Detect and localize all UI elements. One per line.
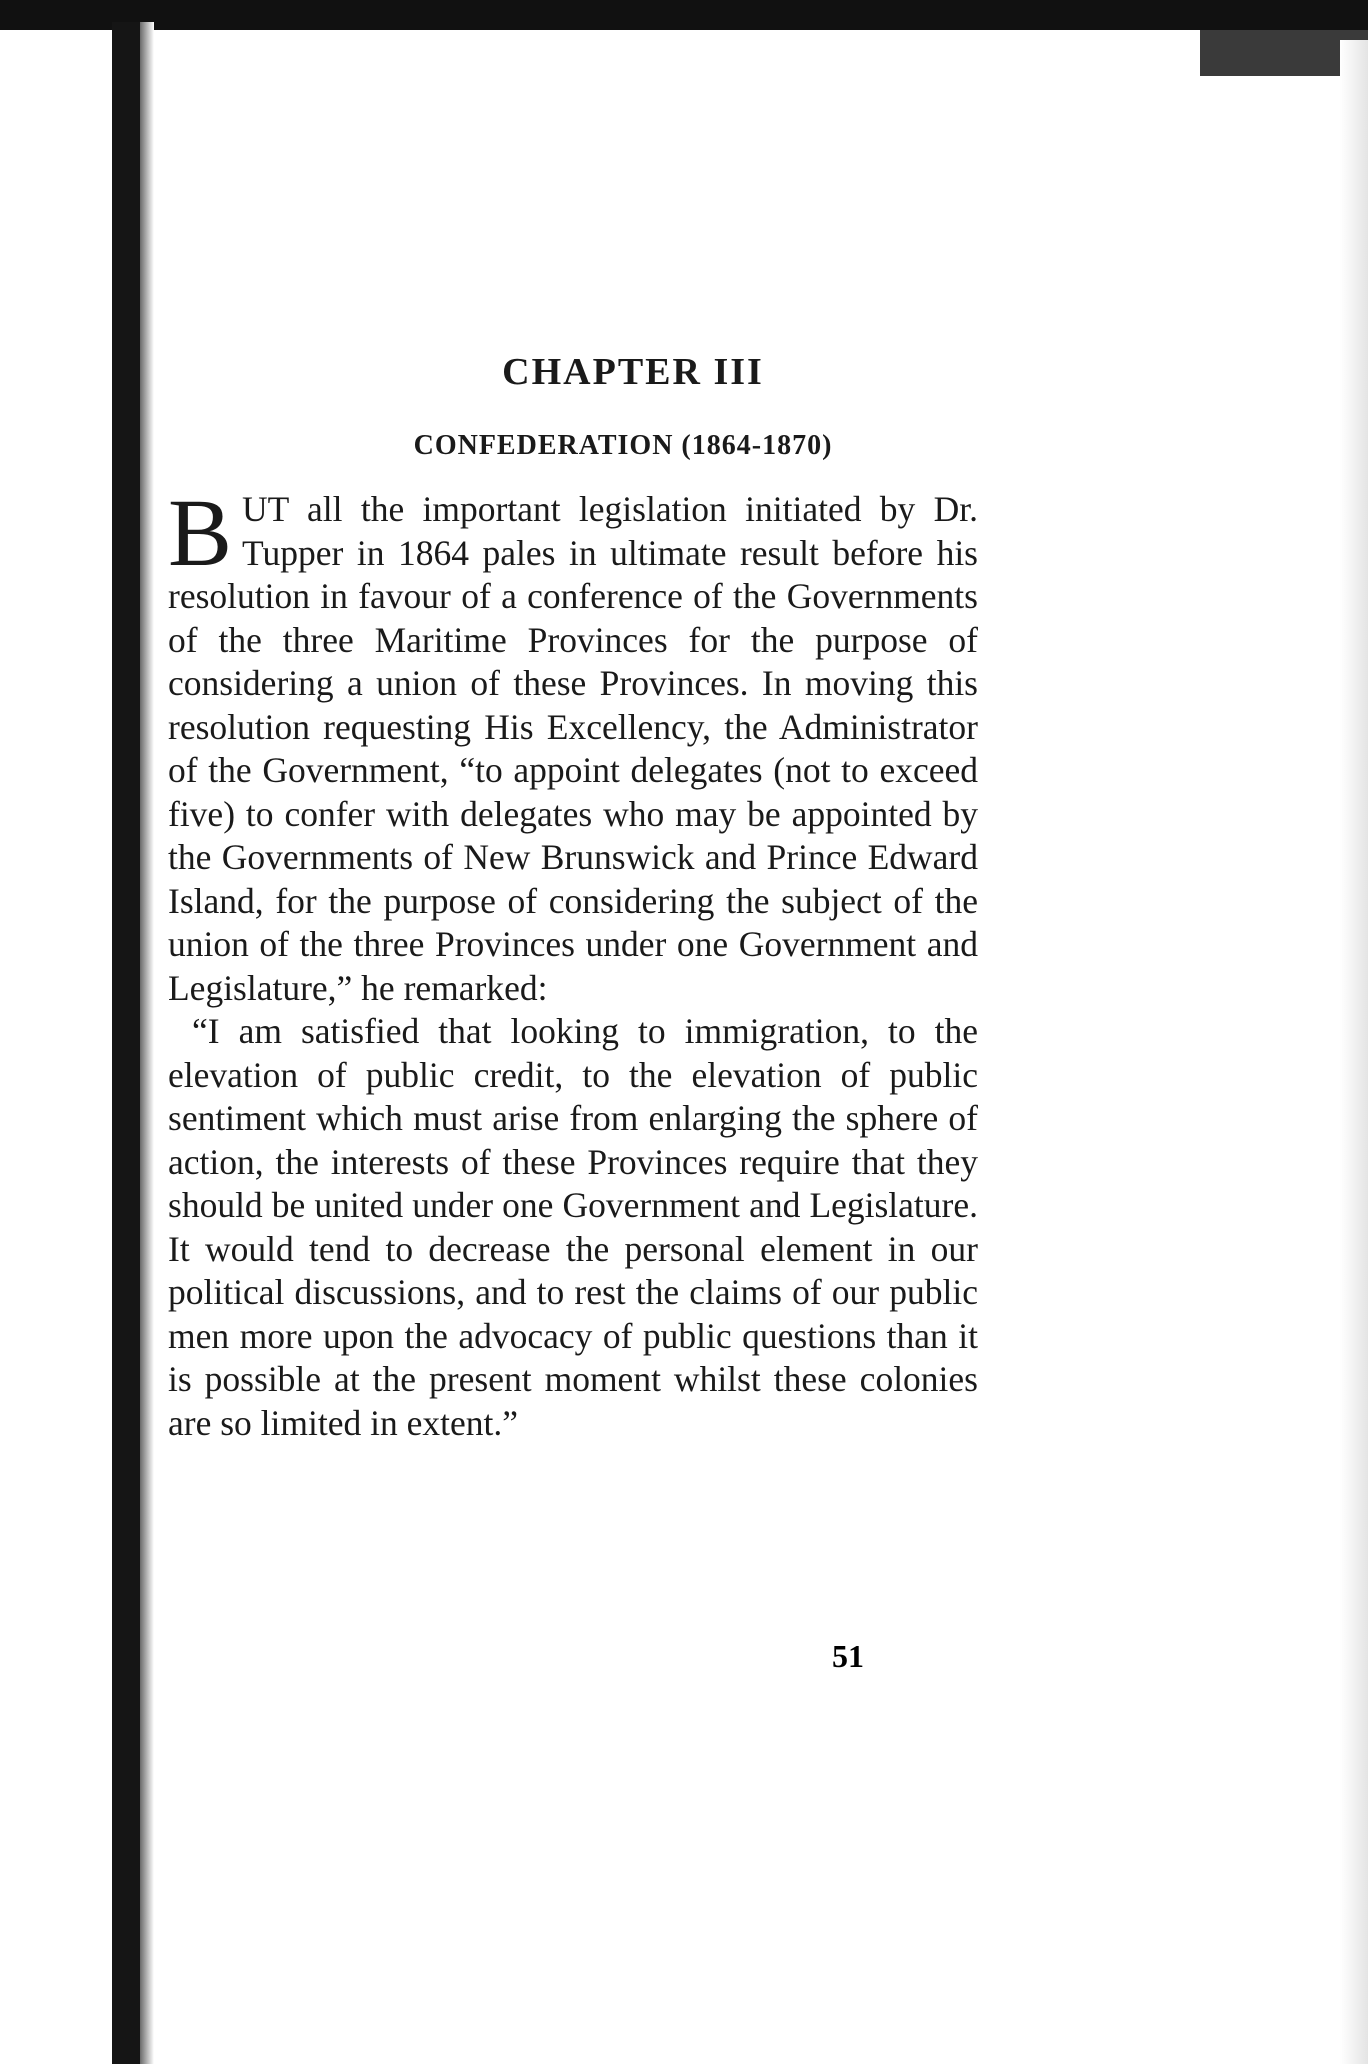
- page-number: 51: [832, 1638, 864, 1674]
- book-gutter-shadow: [140, 22, 154, 2064]
- first-paragraph-text: UT all the important legislation initiated by Dr. Tupper in 1864 pales in ultimate result before his resolution in favour of a conference of the Governments of the three Maritime Provinces for the purpose of considering a union of these Provinces. In moving this resolution requesting His Excellency, the Administrator of the Government, “to appoint delegates (not to exceed five) to confer with delegates who may be appointed by the Governments of New Brunswick and Prince Edward Island, for the purpose of considering the subject of the union of the three Provinces under one Government and Legislature,” he remarked:: [168, 489, 978, 1008]
- chapter-subtitle: CONFEDERATION (1864-1870): [413, 430, 833, 461]
- first-paragraph: [168, 479, 978, 1010]
- book-gutter: [112, 22, 140, 2064]
- page-right-edge: [1340, 40, 1368, 2064]
- book-page: [168, 350, 978, 1445]
- quote-paragraph: “I am satisfied that looking to immigration, to the elevation of public credit, to the elevation of public sentiment which must arise from enlarging the sphere of action, the interests of these Provinces require that they should be united under one Government and Legislature. It would tend to decrease the personal element in our political discussions, and to rest the claims of our public men more upon the advocacy of public questions than it is possible at the present moment whilst these colonies are so limited in extent.”: [168, 1011, 978, 1443]
- book-top-edge: [0, 0, 1368, 30]
- drop-cap-letter: B: [168, 479, 233, 586]
- chapter-title: CHAPTER III: [502, 351, 764, 393]
